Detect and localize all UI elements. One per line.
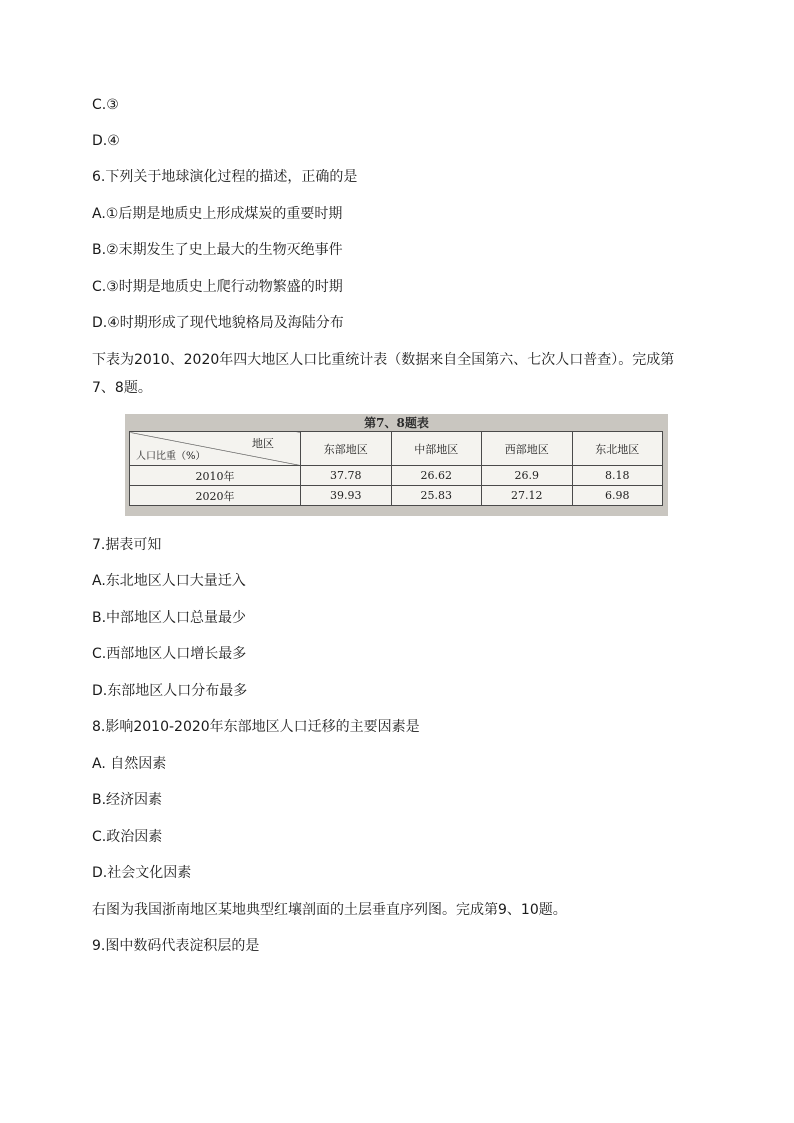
table-intro-line-1: 下表为2010、2020年四大地区人口比重统计表（数据来自全国第六、七次人口普查）。完成第 — [92, 352, 675, 368]
option-c-q5: C.③ — [92, 97, 119, 113]
column-header: 中部地区 — [391, 432, 482, 466]
option-c-q8: C.政治因素 — [92, 829, 163, 845]
column-header: 东北地区 — [572, 432, 663, 466]
option-a-q6: A.①后期是地质史上形成煤炭的重要时期 — [92, 206, 343, 222]
corner-label-region: 地区 — [252, 437, 274, 450]
figure-intro: 右图为我国浙南地区某地典型红壤剖面的土层垂直序列图。完成第9、10题。 — [92, 902, 567, 918]
question-6: 6.下列关于地球演化过程的描述，正确的是 — [92, 169, 358, 185]
option-b-q8: B.经济因素 — [92, 792, 163, 808]
question-7: 7.据表可知 — [92, 537, 162, 553]
question-8: 8.影响2010-2020年东部地区人口迁移的主要因素是 — [92, 719, 420, 735]
option-c-q7: C.西部地区人口增长最多 — [92, 646, 247, 662]
row-label: 2010年 — [130, 466, 301, 486]
table-row — [130, 466, 663, 486]
table-cell: 6.98 — [572, 486, 663, 506]
table-cell: 26.9 — [482, 466, 573, 486]
option-d-q6: D.④时期形成了现代地貌格局及海陆分布 — [92, 315, 344, 331]
table-cell: 25.83 — [391, 486, 482, 506]
option-d-q7: D.东部地区人口分布最多 — [92, 683, 248, 699]
table-header-row — [130, 432, 663, 466]
table-cell: 26.62 — [391, 466, 482, 486]
table-cell: 37.78 — [301, 466, 392, 486]
option-a-q7: A.东北地区人口大量迁入 — [92, 573, 246, 589]
option-d-q5: D.④ — [92, 133, 120, 149]
column-header: 西部地区 — [482, 432, 573, 466]
table-cell: 27.12 — [482, 486, 573, 506]
option-d-q8: D.社会文化因素 — [92, 865, 192, 881]
option-c-q6: C.③时期是地质史上爬行动物繁盛的时期 — [92, 279, 343, 295]
table-cell: 8.18 — [572, 466, 663, 486]
table-title: 第7、8题表 — [364, 416, 429, 430]
option-a-q8: A. 自然因素 — [92, 756, 167, 772]
row-label: 2020年 — [130, 486, 301, 506]
table-intro-line-2: 7、8题。 — [92, 380, 152, 396]
option-b-q7: B.中部地区人口总量最少 — [92, 610, 247, 626]
table-row — [130, 486, 663, 506]
table-photo — [125, 414, 668, 516]
column-header: 东部地区 — [301, 432, 392, 466]
question-9: 9.图中数码代表淀积层的是 — [92, 938, 260, 954]
population-table — [129, 431, 663, 506]
option-b-q6: B.②末期发生了史上最大的生物灭绝事件 — [92, 242, 343, 258]
table-cell: 39.93 — [301, 486, 392, 506]
table-corner-cell — [130, 432, 301, 466]
corner-label-share: 人口比重（%） — [136, 451, 206, 462]
